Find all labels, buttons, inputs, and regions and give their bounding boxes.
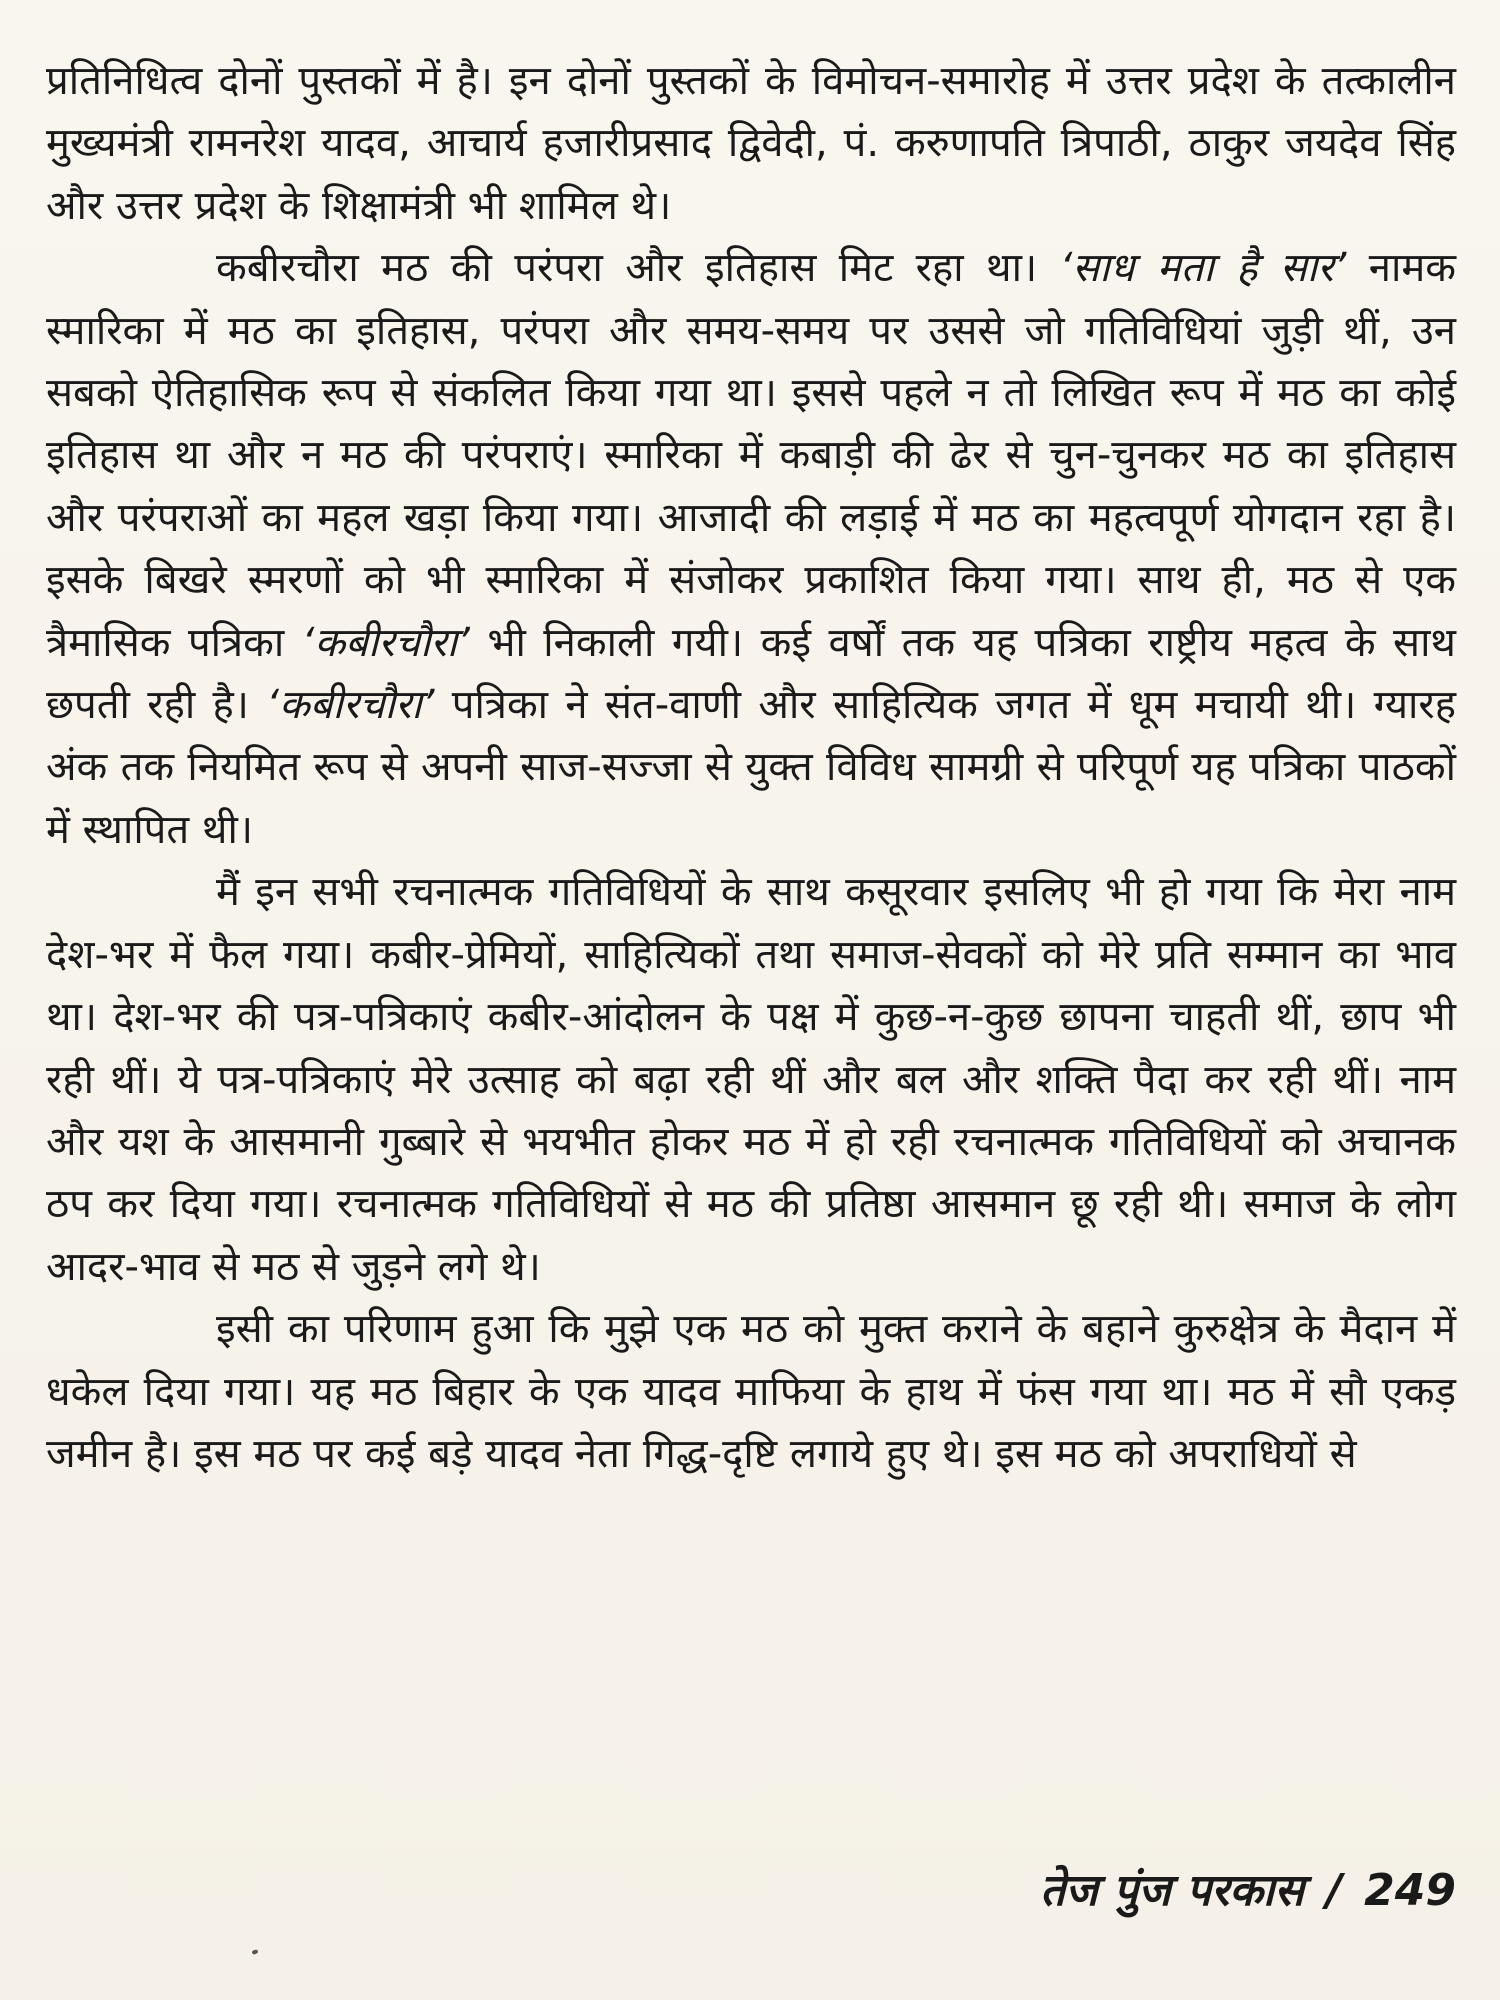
paragraph-text: भी निकाली गयी। कई वर्षों तक यह पत्रिका राष्ट्रीय महत्व के साथ छपती रही है।: [46, 619, 1456, 729]
paragraph-text: इसी का परिणाम हुआ कि मुझे एक मठ को मुक्त कराने के बहाने कुरुक्षेत्र के मैदान में धकेल दिया गया। यह मठ बिहार के एक यादव माफिया के हाथ में फंस गया था। मठ में सौ एकड़ जमीन है। इस मठ पर कई बड़े यादव नेता गिद्ध-दृष्टि लगाये हुए थे। इस मठ को अपराधियों से: [46, 1306, 1456, 1477]
paragraph-3: [46, 861, 1456, 1298]
page-footer: [1040, 1858, 1456, 1918]
footer-separator: /: [1326, 1865, 1343, 1916]
paragraph-1: [46, 50, 1456, 237]
paragraph-text: नामक स्मारिका में मठ का इतिहास, परंपरा और समय-समय पर उससे जो गतिविधियां जुड़ी थीं, उन सबको ऐतिहासिक रूप से संकलित किया गया था। इससे पहले न तो लिखित रूप में मठ का कोई इतिहास था और न मठ की परंपराएं। स्मारिका में कबाड़ी की ढेर से चुन-चुनकर मठ का इतिहास और परंपराओं का महल खड़ा किया गया। आजादी की लड़ाई में मठ का महत्वपूर्ण योगदान रहा है। इसके बिखरे स्मरणों को भी स्मारिका में संजोकर प्रकाशित किया गया। साथ ही, मठ से एक त्रैमासिक पत्रिका: [46, 245, 1457, 666]
paragraph-text: मैं इन सभी रचनात्मक गतिविधियों के साथ कसूरवार इसलिए भी हो गया कि मेरा नाम देश-भर में फैल गया। कबीर-प्रेमियों, साहित्यिकों तथा समाज-सेवकों को मेरे प्रति सम्मान का भाव था। देश-भर की पत्र-पत्रिकाएं कबीर-आंदोलन के पक्ष में कुछ-न-कुछ छापना चाहती थीं, छाप भी रही थीं। ये पत्र-पत्रिकाएं मेरे उत्साह को बढ़ा रही थीं और बल और शक्ति पैदा कर रही थीं। नाम और यश के आसमानी गुब्बारे से भयभीत होकर मठ में हो रही रचनात्मक गतिविधियों को अचानक ठप कर दिया गया। रचनात्मक गतिविधियों से मठ की प्रतिष्ठा आसमान छू रही थी। समाज के लोग आदर-भाव से मठ से जुड़ने लगे थे।: [46, 869, 1456, 1290]
paragraph-text: पत्रिका ने संत-वाणी और साहित्यिक जगत में धूम मचायी थी। ग्यारह अंक तक नियमित रूप से अपनी साज-सज्जा से युक्त विविध सामग्री से परिपूर्ण यह पत्रिका पाठकों में स्थापित थी।: [46, 682, 1456, 853]
souvenir-title: ‘साध मता है सार’: [1059, 245, 1347, 292]
ink-speck: [251, 1949, 258, 1955]
magazine-title: ‘कबीरचौरा’: [266, 682, 435, 729]
page-number: 249: [1364, 1865, 1456, 1916]
paragraph-4: [46, 1298, 1456, 1485]
magazine-title: ‘कबीरचौरा’: [301, 619, 470, 666]
paragraph-text: कबीरचौरा मठ की परंपरा और इतिहास मिट रहा था।: [216, 245, 1060, 292]
paragraph-2: [46, 237, 1456, 861]
book-title: तेज पुंज परकास: [1040, 1865, 1305, 1916]
body-text: [46, 50, 1456, 1485]
paragraph-text: प्रतिनिधित्व दोनों पुस्तकों में है। इन दोनों पुस्तकों के विमोचन-समारोह में उत्तर प्रदेश के तत्कालीन मुख्यमंत्री रामनरेश यादव, आचार्य हजारीप्रसाद द्विवेदी, पं. करुणापति त्रिपाठी, ठाकुर जयदेव सिंह और उत्तर प्रदेश के शिक्षामंत्री भी शामिल थे।: [46, 58, 1456, 229]
